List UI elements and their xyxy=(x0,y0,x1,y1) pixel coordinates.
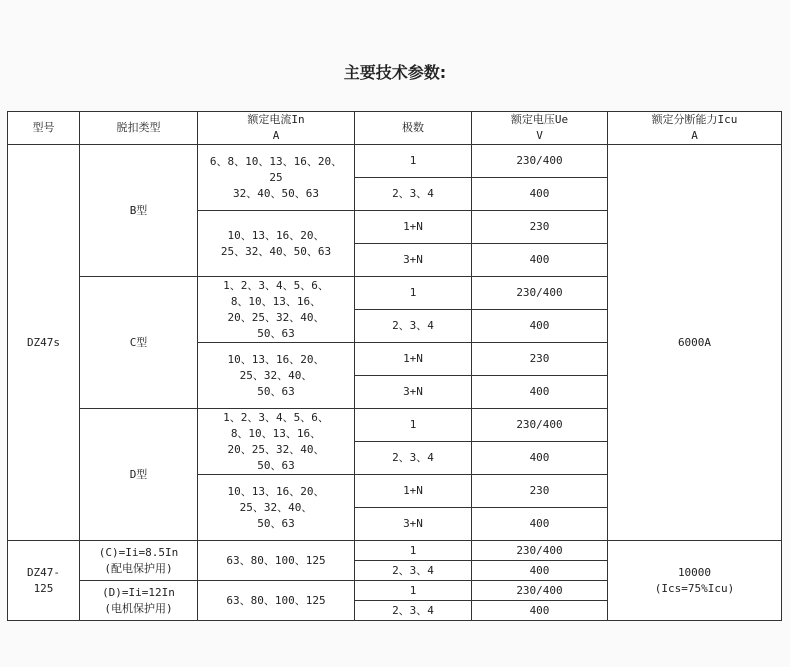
voltage-cell: 400 xyxy=(472,310,608,343)
table-row xyxy=(8,145,782,178)
model-dz47s: DZ47s xyxy=(8,145,80,541)
voltage-cell: 400 xyxy=(472,376,608,409)
voltage-cell: 400 xyxy=(472,561,608,581)
current-line: 10、13、16、20、 xyxy=(227,228,325,242)
current-line: 1、2、3、4、5、6、 xyxy=(223,410,329,424)
trip-type-d: D型 xyxy=(80,409,198,541)
header-rated-current xyxy=(198,112,355,145)
header-breaking-capacity xyxy=(608,112,782,145)
voltage-cell: 400 xyxy=(472,178,608,211)
header-rated-current-label: 额定电流In xyxy=(247,113,305,126)
model-line: 125 xyxy=(33,581,54,595)
page-title: 主要技术参数: xyxy=(343,63,447,82)
poles-cell: 1 xyxy=(355,277,472,310)
breaking-dz47-125 xyxy=(608,541,782,621)
voltage-cell: 230/400 xyxy=(472,145,608,178)
voltage-cell: 230/400 xyxy=(472,541,608,561)
poles-cell: 3+N xyxy=(355,244,472,277)
current-line: 10、13、16、20、 xyxy=(227,484,325,498)
poles-cell: 3+N xyxy=(355,508,472,541)
current-b-1 xyxy=(198,145,355,211)
voltage-cell: 400 xyxy=(472,508,608,541)
breaking-line: (Ics=75%Icu) xyxy=(654,581,735,595)
current-line: 50、63 xyxy=(257,516,295,530)
poles-cell: 3+N xyxy=(355,376,472,409)
current-line: 50、63 xyxy=(257,458,295,472)
voltage-cell: 400 xyxy=(472,442,608,475)
header-breaking-capacity-unit: A xyxy=(691,129,698,142)
model-dz47-125 xyxy=(8,541,80,621)
poles-cell: 2、3、4 xyxy=(355,442,472,475)
trip-type-b: B型 xyxy=(80,145,198,277)
poles-cell: 2、3、4 xyxy=(355,310,472,343)
poles-cell: 2、3、4 xyxy=(355,561,472,581)
current-line: 1、2、3、4、5、6、 xyxy=(223,278,329,292)
voltage-cell: 400 xyxy=(472,601,608,621)
header-breaking-capacity-label: 额定分断能力Icu xyxy=(651,113,738,126)
trip-type-line: (配电保护用) xyxy=(104,561,173,575)
header-rated-voltage xyxy=(472,112,608,145)
header-trip-type: 脱扣类型 xyxy=(80,112,198,145)
trip-type-c: C型 xyxy=(80,277,198,409)
current-line: 20、25、32、40、 xyxy=(227,442,325,456)
poles-cell: 1 xyxy=(355,145,472,178)
header-rated-voltage-label: 额定电压Ue xyxy=(510,113,569,126)
current-line: 6、8、10、13、16、20、 xyxy=(209,154,343,168)
current-d-1 xyxy=(198,409,355,475)
breaking-dz47s: 6000A xyxy=(608,145,782,541)
current-line: 25、32、40、 xyxy=(239,368,313,382)
poles-cell: 1+N xyxy=(355,343,472,376)
voltage-cell: 230/400 xyxy=(472,277,608,310)
trip-type-line: (C)=Ii=8.5In xyxy=(98,545,179,559)
current-125-d: 63、80、100、125 xyxy=(198,581,355,621)
current-line: 25、32、40、50、63 xyxy=(220,244,332,258)
header-rated-current-unit: A xyxy=(272,129,280,142)
current-line: 32、40、50、63 xyxy=(233,186,319,200)
trip-type-125-c xyxy=(80,541,198,581)
poles-cell: 1+N xyxy=(355,211,472,244)
current-b-2 xyxy=(198,211,355,277)
current-line: 8、10、13、16、 xyxy=(230,426,322,440)
poles-cell: 2、3、4 xyxy=(355,178,472,211)
model-line: DZ47- xyxy=(26,565,61,579)
current-line: 50、63 xyxy=(257,384,295,398)
current-line: 8、10、13、16、 xyxy=(230,294,322,308)
poles-cell: 1 xyxy=(355,541,472,561)
header-model: 型号 xyxy=(8,112,80,145)
current-line: 10、13、16、20、 xyxy=(227,352,325,366)
trip-type-line: (电机保护用) xyxy=(104,601,173,615)
current-line: 20、25、32、40、 xyxy=(227,310,325,324)
trip-type-line: (D)=Ii=12In xyxy=(102,585,175,599)
voltage-cell: 230 xyxy=(472,475,608,508)
current-125-c: 63、80、100、125 xyxy=(198,541,355,581)
current-c-1 xyxy=(198,277,355,343)
voltage-cell: 230/400 xyxy=(472,409,608,442)
voltage-cell: 230/400 xyxy=(472,581,608,601)
current-line: 50、63 xyxy=(257,326,295,340)
current-line: 25、32、40、 xyxy=(239,500,313,514)
header-poles: 极数 xyxy=(355,112,472,145)
voltage-cell: 230 xyxy=(472,343,608,376)
header-rated-voltage-unit: V xyxy=(536,129,543,142)
current-d-2 xyxy=(198,475,355,541)
voltage-cell: 400 xyxy=(472,244,608,277)
spec-table xyxy=(7,111,782,621)
current-line: 25 xyxy=(269,170,283,184)
table-row xyxy=(8,541,782,561)
poles-cell: 1 xyxy=(355,581,472,601)
poles-cell: 2、3、4 xyxy=(355,601,472,621)
trip-type-125-d xyxy=(80,581,198,621)
breaking-line: 10000 xyxy=(677,565,712,579)
poles-cell: 1 xyxy=(355,409,472,442)
poles-cell: 1+N xyxy=(355,475,472,508)
header-row xyxy=(8,112,782,145)
voltage-cell: 230 xyxy=(472,211,608,244)
current-c-2 xyxy=(198,343,355,409)
